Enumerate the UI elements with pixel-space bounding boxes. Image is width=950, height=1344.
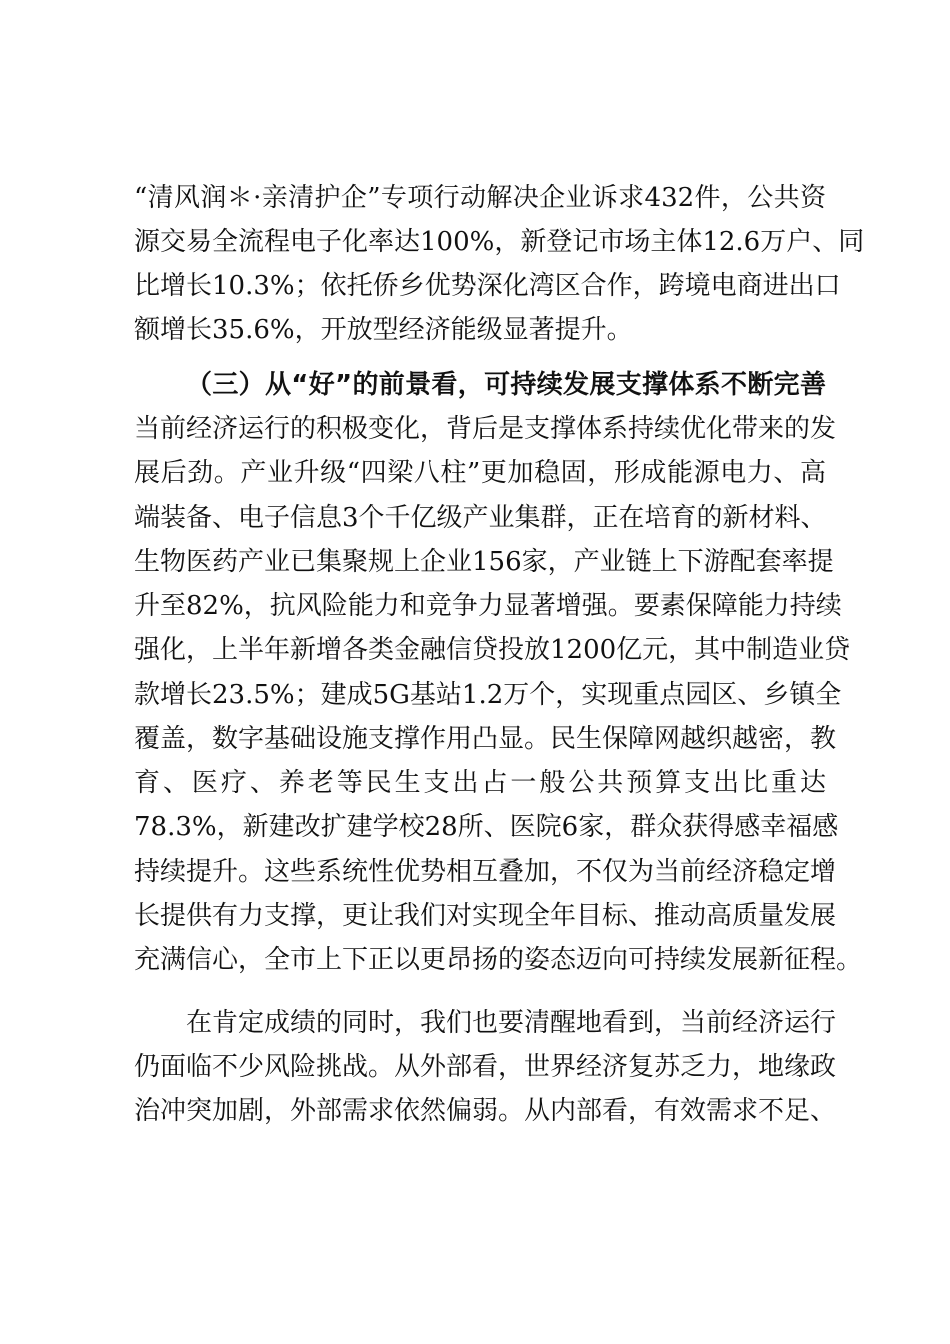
paragraph-2-line-2: 展后劲。产业升级“四梁八柱”更加稳固，形成能源电力、高	[134, 458, 826, 488]
paragraph-2-line-1: 当前经济运行的积极变化，背后是支撑体系持续优化带来的发	[134, 414, 837, 444]
paragraph-1-line-4: 额增长35.6%，开放型经济能级显著提升。	[134, 315, 633, 345]
paragraph-1-line-3: 比增长10.3%；依托侨乡优势深化湾区合作，跨境电商进出口	[134, 271, 841, 301]
paragraph-2-line-3: 端装备、电子信息3个千亿级产业集群，正在培育的新材料、	[134, 503, 827, 533]
paragraph-3-line-3: 治冲突加剧，外部需求依然偏弱。从内部看，有效需求不足、	[134, 1096, 837, 1126]
paragraph-2-line-6: 强化，上半年新增各类金融信贷投放1200亿元，其中制造业贷	[134, 635, 851, 665]
paragraph-2-line-8: 覆盖，数字基础设施支撑作用凸显。民生保障网越织越密，教	[134, 724, 837, 754]
paragraph-1-line-2: 源交易全流程电子化率达100%，新登记市场主体12.6万户、同	[134, 227, 865, 257]
paragraph-3-line-2: 仍面临不少风险挑战。从外部看，世界经济复苏乏力，地缘政	[134, 1052, 837, 1082]
paragraph-2-line-7: 款增长23.5%；建成5G基站1.2万个，实现重点园区、乡镇全	[134, 680, 842, 710]
section-heading: （三）从“好”的前景看，可持续发展支撑体系不断完善	[186, 370, 826, 400]
paragraph-2-line-11: 持续提升。这些系统性优势相互叠加，不仅为当前经济稳定增	[134, 857, 837, 887]
paragraph-2-line-12: 长提供有力支撑，更让我们对实现全年目标、推动高质量发展	[134, 901, 837, 931]
paragraph-2-line-10: 78.3%，新建改扩建学校28所、医院6家，群众获得感幸福感	[134, 812, 839, 842]
paragraph-2-line-9: 育、医疗、养老等民生支出占一般公共预算支出比重达	[134, 768, 826, 798]
paragraph-2-line-4: 生物医药产业已集聚规上企业156家，产业链上下游配套率提	[134, 547, 834, 577]
paragraph-3-line-1: 在肯定成绩的同时，我们也要清醒地看到，当前经济运行	[186, 1008, 837, 1038]
paragraph-2-line-5: 升至82%，抗风险能力和竞争力显著增强。要素保障能力持续	[134, 591, 842, 621]
paragraph-1-line-1: “清风润＊·亲清护企”专项行动解决企业诉求432件，公共资	[134, 183, 826, 213]
paragraph-2-line-13: 充满信心，全市上下正以更昂扬的姿态迈向可持续发展新征程。	[134, 945, 863, 975]
